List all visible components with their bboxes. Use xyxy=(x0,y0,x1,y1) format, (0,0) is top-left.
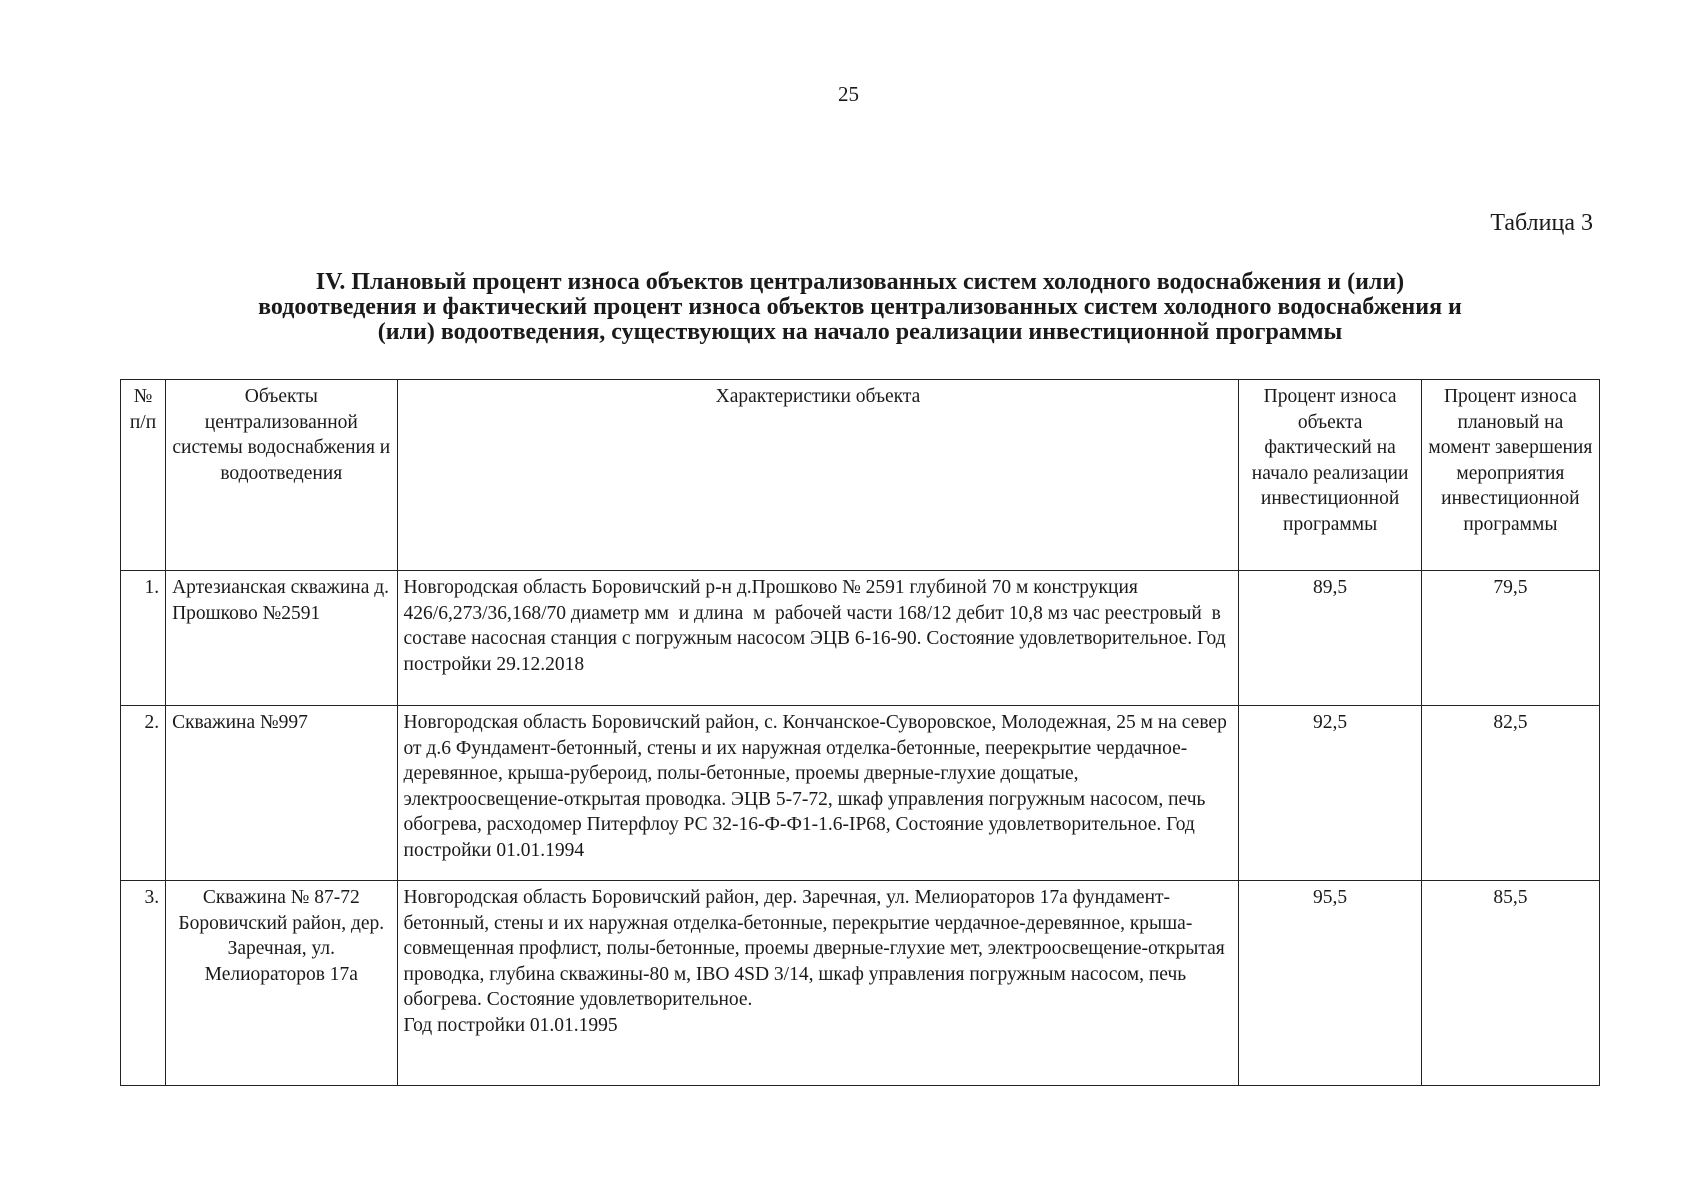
row-object: Скважина № 87-72 Боровичский район, дер. Заречная, ул. Мелиораторов 17а xyxy=(166,881,397,1086)
header-characteristics: Характеристики объекта xyxy=(397,380,1239,571)
row-planned-percent: 79,5 xyxy=(1421,571,1599,706)
header-objects: Объекты централизованной системы водоснабжения и водоотведения xyxy=(166,380,397,571)
row-characteristics: Новгородская область Боровичский р-н д.Прошково № 2591 глубиной 70 м конструкция 426/6,273/36,168/70 диаметр мм и длина м рабочей части 168/12 дебит 10,8 мз час реестровый в составе насосная станция с погружным насосом ЭЦВ 6-16-90. Состояние удовлетворительное. Год постройки 29.12.2018 xyxy=(397,571,1239,706)
header-planned-percent: Процент износа плановый на момент завершения мероприятия инвестиционной программы xyxy=(1421,380,1599,571)
row-characteristics: Новгородская область Боровичский район, с. Кончанское-Суворовское, Молодежная, 25 м на север от д.6 Фундамент-бетонный, стены и их наружная отделка-бетонные, пеерекрытие чердачное-деревянное, крыша-рубероид, полы-бетонные, проемы дверные-глухие дощатые, электроосвещение-открытая проводка. ЭЦВ 5-7-72, шкаф управления погружным насосом, печь обогрева, расходомер Питерфлоу РС 32-16-Ф-Ф1-1.6-IP68, Состояние удовлетворительное. Год постройки 01.01.1994 xyxy=(397,706,1239,881)
table-row xyxy=(121,881,1600,1086)
document-title xyxy=(120,270,1600,345)
row-actual-percent: 92,5 xyxy=(1239,706,1421,881)
row-planned-percent: 85,5 xyxy=(1421,881,1599,1086)
row-num: 2. xyxy=(121,706,166,881)
row-planned-percent: 82,5 xyxy=(1421,706,1599,881)
row-actual-percent: 95,5 xyxy=(1239,881,1421,1086)
title-line-2: водоотведения и фактический процент износа объектов централизованных систем холодного водоснабжения и xyxy=(258,294,1462,320)
row-num: 3. xyxy=(121,881,166,1086)
row-num: 1. xyxy=(121,571,166,706)
row-actual-percent: 89,5 xyxy=(1239,571,1421,706)
header-num: № п/п xyxy=(121,380,166,571)
table-label: Таблица 3 xyxy=(1490,210,1593,236)
header-actual-percent: Процент износа объекта фактический на начало реализации инвестиционной программы xyxy=(1239,380,1421,571)
table-header-row xyxy=(121,380,1600,571)
wear-percent-table xyxy=(120,379,1600,1086)
row-object: Скважина №997 xyxy=(166,706,397,881)
table-row xyxy=(121,571,1600,706)
row-object: Артезианская скважина д. Прошково №2591 xyxy=(166,571,397,706)
page-number: 25 xyxy=(838,82,859,106)
row-characteristics: Новгородская область Боровичский район, дер. Заречная, ул. Мелиораторов 17а фундамент-бетонный, стены и их наружная отделка-бетонные, перекрытие чердачное-деревянное, крыша-совмещенная профлист, полы-бетонные, проемы дверные-глухие мет, электроосвещение-открытая проводка, глубина скважины-80 м, IBO 4SD 3/14, шкаф управления погружным насосом, печь обогрева. Состояние удовлетворительное. Год постройки 01.01.1995 xyxy=(397,881,1239,1086)
title-line-1: IV. Плановый процент износа объектов централизованных систем холодного водоснабжения и (или) xyxy=(315,269,1405,295)
table-row xyxy=(121,706,1600,881)
title-line-3: (или) водоотведения, существующих на начало реализации инвестиционной программы xyxy=(377,319,1343,345)
